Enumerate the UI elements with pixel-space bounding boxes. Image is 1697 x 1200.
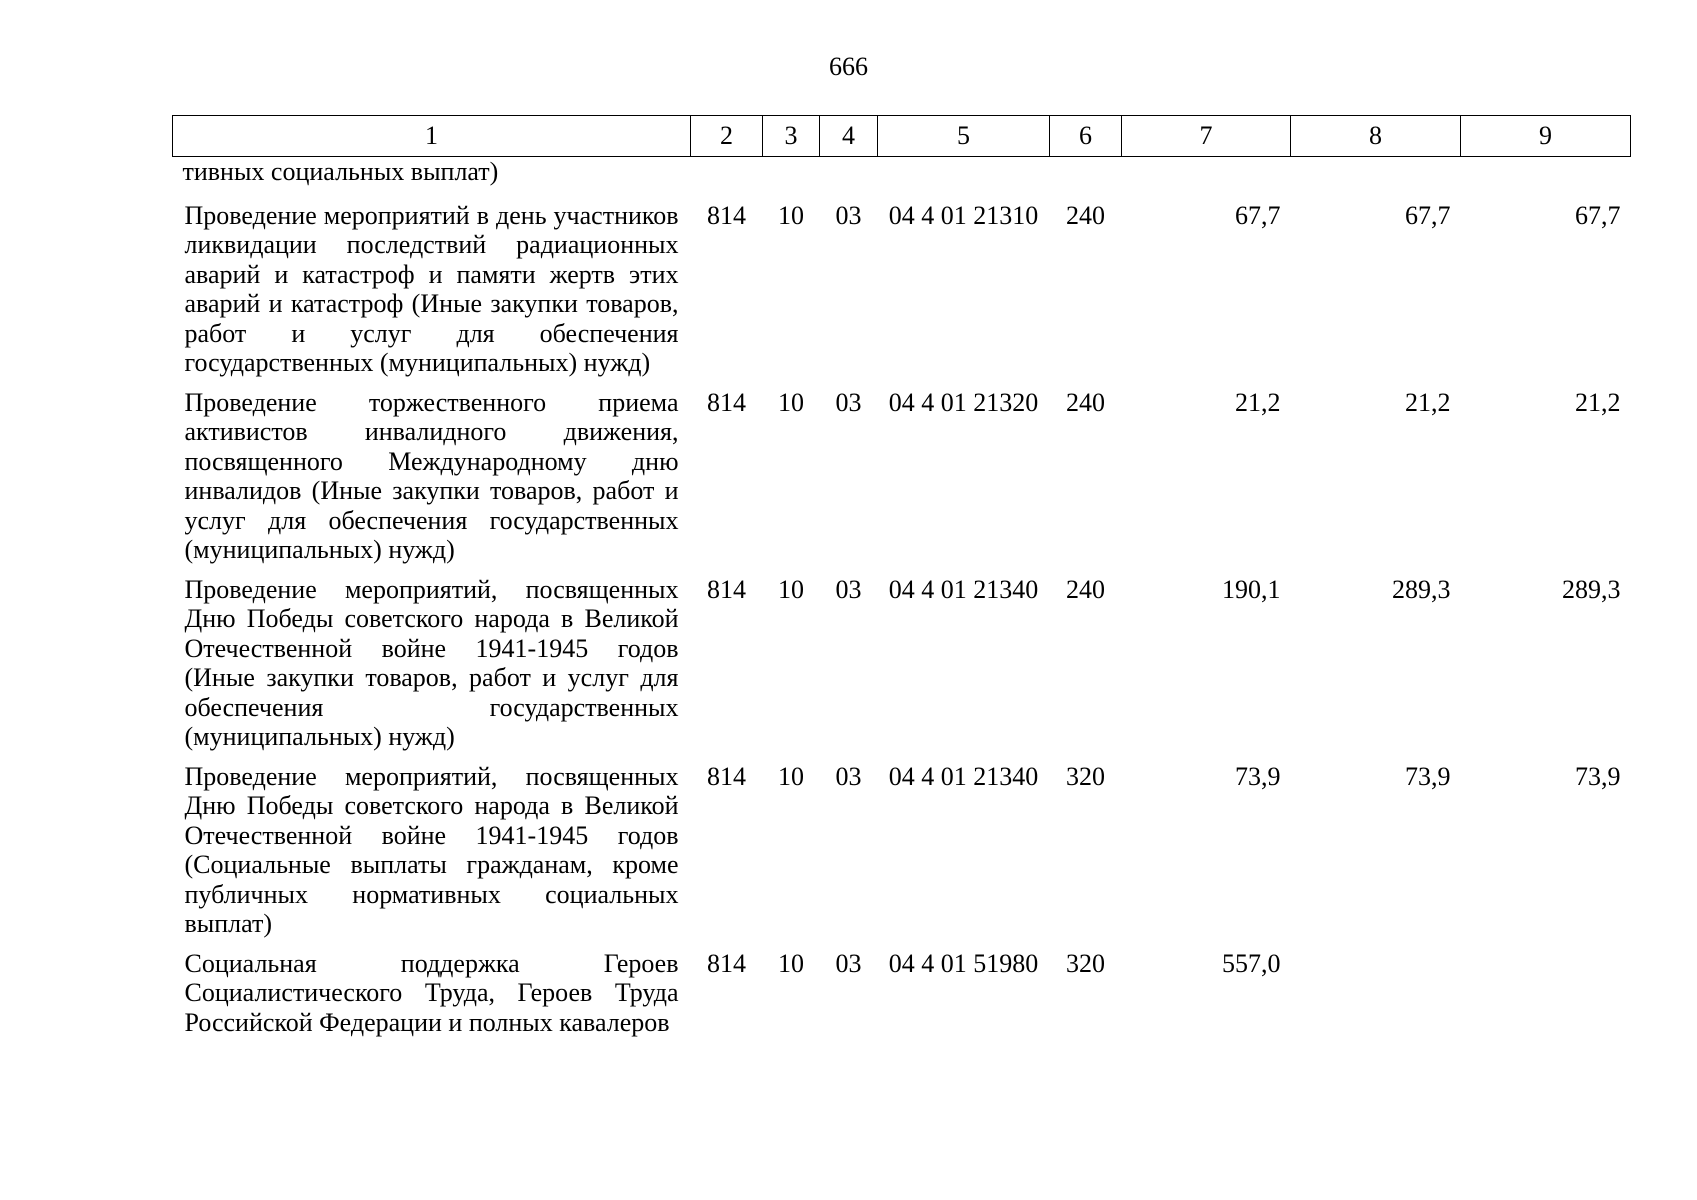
expense-type-code: 240 [1066, 387, 1105, 417]
amount-col-7: 557,0 [1222, 948, 1281, 978]
ministry-code: 814 [707, 948, 746, 978]
ministry-code: 814 [707, 574, 746, 604]
section-code: 10 [778, 387, 804, 417]
amount-col-9: 73,9 [1575, 761, 1621, 791]
row-name: Проведение мероприятий, посвященных Дню Победы советского народа в Великой Отечественной войне 1941-1945 годов (Иные закупки товаров, работ и услуг для обеспечения государственных (муниципальных) нужд) [184, 574, 679, 751]
amount-col-9: 67,7 [1575, 200, 1621, 230]
table-row [173, 388, 1631, 575]
amount-col-7: 21,2 [1235, 387, 1281, 417]
continuation-text: тивных социальных выплат) [182, 157, 499, 186]
table-row [173, 762, 1631, 949]
expense-type-code: 320 [1066, 761, 1105, 791]
row-name: Проведение мероприятий, посвященных Дню Победы советского народа в Великой Отечественной войне 1941-1945 годов (Социальные выплаты гражданам, кроме публичных нормативных социальных выплат) [184, 761, 679, 938]
section-code: 10 [778, 200, 804, 230]
table-row [173, 575, 1631, 762]
expense-type-code: 320 [1066, 948, 1105, 978]
amount-col-9 [1461, 949, 1631, 1048]
amount-col-9: 21,2 [1575, 387, 1621, 417]
table-row [173, 949, 1631, 1048]
amount-col-8: 289,3 [1392, 574, 1451, 604]
continuation-row [173, 157, 1631, 201]
column-header-2: 2 [691, 116, 763, 157]
row-name: Проведение мероприятий в день участников ликвидации последствий радиационных аварий и катастроф и памяти жертв этих аварий и катастроф (Иные закупки товаров, работ и услуг для обеспечения государственных (муниципальных) нужд) [184, 200, 679, 377]
table-row [173, 201, 1631, 388]
column-header-7: 7 [1122, 116, 1291, 157]
section-code: 10 [778, 574, 804, 604]
subsection-code: 03 [835, 387, 862, 417]
target-article-code: 04 4 01 21320 [888, 387, 1039, 417]
amount-col-7: 73,9 [1235, 761, 1281, 791]
amount-col-8: 73,9 [1405, 761, 1451, 791]
ministry-code: 814 [707, 761, 746, 791]
amount-col-8 [1291, 949, 1461, 1048]
section-code: 10 [778, 761, 804, 791]
subsection-code: 03 [835, 761, 862, 791]
ministry-code: 814 [707, 200, 746, 230]
amount-col-7: 67,7 [1235, 200, 1281, 230]
column-header-4: 4 [820, 116, 878, 157]
row-name: Проведение торжественного приема активистов инвалидного движения, посвященного Международному дню инвалидов (Иные закупки товаров, работ и услуг для обеспечения государственных (муниципальных) нужд) [184, 387, 679, 564]
column-header-9: 9 [1461, 116, 1631, 157]
target-article-code: 04 4 01 51980 [888, 948, 1039, 978]
column-number-header-row [173, 116, 1631, 157]
target-article-code: 04 4 01 21340 [888, 574, 1039, 604]
amount-col-9: 289,3 [1562, 574, 1621, 604]
expense-type-code: 240 [1066, 574, 1105, 604]
target-article-code: 04 4 01 21340 [888, 761, 1039, 791]
ministry-code: 814 [707, 387, 746, 417]
row-name: Социальная поддержка Героев Социалистического Труда, Героев Труда Российской Федерации и полных кавалеров [184, 948, 679, 1037]
page-number: 666 [829, 52, 868, 81]
budget-table [172, 115, 1631, 1047]
column-header-3: 3 [763, 116, 820, 157]
column-header-5: 5 [878, 116, 1050, 157]
subsection-code: 03 [835, 948, 862, 978]
subsection-code: 03 [835, 200, 862, 230]
column-header-8: 8 [1291, 116, 1461, 157]
amount-col-7: 190,1 [1222, 574, 1281, 604]
expense-type-code: 240 [1066, 200, 1105, 230]
amount-col-8: 67,7 [1405, 200, 1451, 230]
section-code: 10 [778, 948, 804, 978]
amount-col-8: 21,2 [1405, 387, 1451, 417]
target-article-code: 04 4 01 21310 [888, 200, 1039, 230]
column-header-1: 1 [173, 116, 691, 157]
column-header-6: 6 [1050, 116, 1122, 157]
subsection-code: 03 [835, 574, 862, 604]
